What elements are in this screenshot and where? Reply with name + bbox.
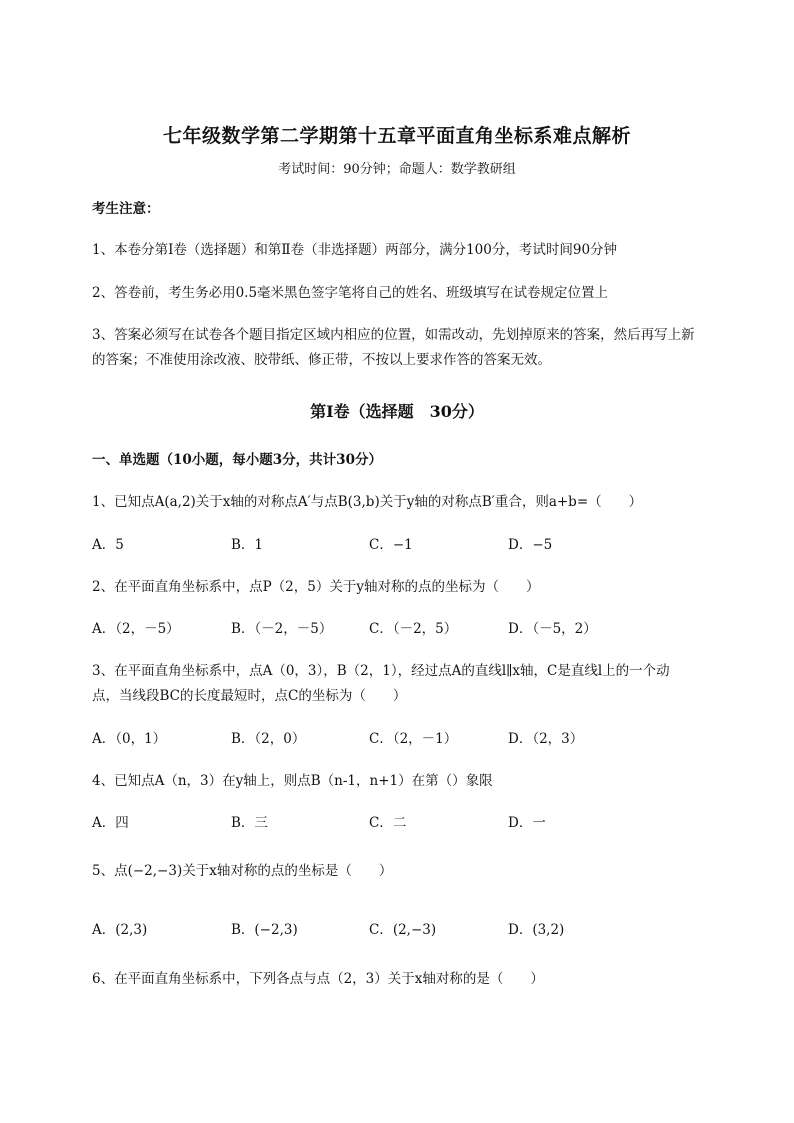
section-title: 第I卷（选择题 30分） <box>310 402 484 421</box>
option-a[interactable]: A．（2，－5） <box>92 621 180 637</box>
question-3: 3、在平面直角坐标系中，点A（0，3），B（2，1），经过点A的直线l∥x轴，C是直线l上的一个动 <box>92 663 670 679</box>
option-c[interactable]: C．−1 <box>369 537 413 553</box>
notice-item: 1、本卷分第I卷（选择题）和第Ⅱ卷（非选择题）两部分，满分100分，考试时间90分钟 <box>92 242 618 258</box>
option-d[interactable]: D．(3,2) <box>508 922 565 938</box>
option-b[interactable]: B．（2，0） <box>231 731 306 747</box>
question-3-continued: 点，当线段BC的长度最短时，点C的坐标为（ ） <box>92 688 407 704</box>
part-heading: 一、单选题（10小题，每小题3分，共计30分） <box>92 452 382 468</box>
option-a[interactable]: A．(2,3) <box>92 922 148 938</box>
option-d[interactable]: D．（－5，2） <box>508 621 597 637</box>
option-d[interactable]: D．（2，3） <box>508 731 584 747</box>
notice-item: 2、答卷前，考生务必用0.5毫米黑色签字笔将自己的姓名、班级填写在试卷规定位置上 <box>92 285 609 301</box>
question-5: 5、点(−2,−3)关于x轴对称的点的坐标是（ ） <box>92 863 393 879</box>
notice-heading: 考生注意： <box>92 201 160 217</box>
exam-info: 考试时间：90分钟；命题人：数学教研组 <box>278 162 516 177</box>
question-1-options <box>92 533 742 557</box>
notice-item: 3、答案必须写在试卷各个题目指定区域内相应的位置，如需改动，先划掉原来的答案，然后再写上新 <box>92 327 695 343</box>
page-title: 七年级数学第二学期第十五章平面直角坐标系难点解析 <box>162 125 631 147</box>
question-2: 2、在平面直角坐标系中，点P（2，5）关于y轴对称的点的坐标为（ ） <box>92 579 540 595</box>
option-c[interactable]: C．（2，－1） <box>369 731 458 747</box>
option-b[interactable]: B．1 <box>231 537 264 553</box>
question-2-options <box>92 617 742 641</box>
option-d[interactable]: D．−5 <box>508 537 553 553</box>
option-c[interactable]: C．（－2，5） <box>369 621 458 637</box>
question-6: 6、在平面直角坐标系中，下列各点与点（2，3）关于x轴对称的是（ ） <box>92 971 544 987</box>
option-a[interactable]: A．（0，1） <box>92 731 167 747</box>
option-b[interactable]: B．（－2，－5） <box>231 621 333 637</box>
question-5-options <box>92 918 742 942</box>
question-1: 1、已知点A(a,2)关于x轴的对称点A′与点B(3,b)关于y轴的对称点B′重合，则a+b=（ ） <box>92 494 643 510</box>
option-b[interactable]: B．三 <box>231 815 268 831</box>
question-3-options <box>92 727 742 751</box>
notice-item: 的答案；不准使用涂改液、胶带纸、修正带，不按以上要求作答的答案无效。 <box>92 352 551 368</box>
option-a[interactable]: A．5 <box>92 537 124 553</box>
option-b[interactable]: B．(−2,3) <box>231 922 298 938</box>
option-a[interactable]: A．四 <box>92 815 129 831</box>
question-4-options <box>92 811 742 835</box>
question-4: 4、已知点A（n，3）在y轴上，则点B（n-1，n+1）在第（）象限 <box>92 773 493 789</box>
option-c[interactable]: C．二 <box>369 815 407 831</box>
option-d[interactable]: D．一 <box>508 815 546 831</box>
option-c[interactable]: C．(2,−3) <box>369 922 437 938</box>
